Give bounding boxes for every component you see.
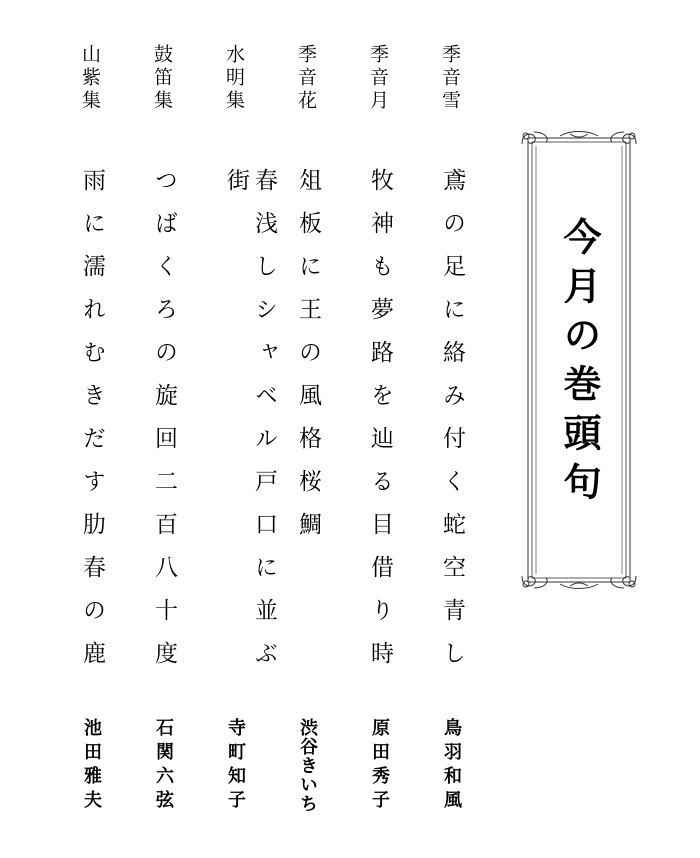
- haiku-text: 俎板に王の風格桜鯛: [295, 168, 321, 555]
- haiku-source: 鼓笛集: [151, 44, 173, 113]
- haiku-text: 春浅しシャベル戸口に並ぶ街: [223, 168, 277, 684]
- haiku-source: 季音花: [295, 44, 317, 113]
- haiku-source: 水明集: [223, 44, 245, 113]
- haiku-text: 牧神も夢路を辿る目借り時: [367, 168, 393, 684]
- haiku-author: 石関六弦: [153, 718, 174, 814]
- title-box: [520, 130, 638, 590]
- haiku-source: 季音月: [367, 44, 389, 113]
- haiku-source: 季音雪: [439, 44, 461, 113]
- haiku-author: 寺町知子: [225, 718, 246, 814]
- page-title: 今月の巻頭句: [557, 217, 601, 511]
- haiku-author: 池田雅夫: [81, 718, 102, 814]
- haiku-text: 雨に濡れむきだす肋春の鹿: [79, 168, 105, 684]
- haiku-author: 渋谷きいち: [297, 718, 318, 813]
- haiku-author: 鳥羽和風: [441, 718, 462, 814]
- haiku-text: 鳶の足に絡み付く蛇空青し: [439, 168, 465, 684]
- haiku-author: 原田秀子: [369, 718, 390, 814]
- haiku-text: つばくろの旋回二百八十度: [151, 168, 177, 684]
- haiku-source: 山紫集: [79, 44, 101, 113]
